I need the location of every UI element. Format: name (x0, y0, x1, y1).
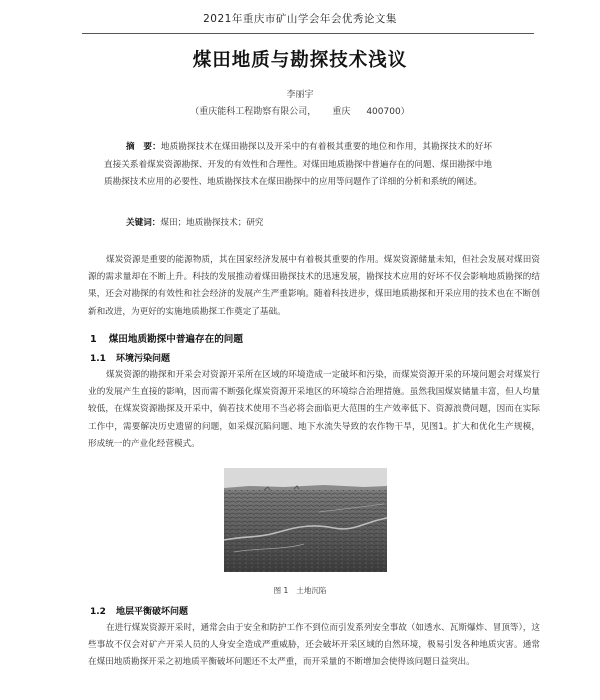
running-head: 2021年重庆市矿山学会年会优秀论文集 (203, 13, 397, 25)
subsection-title: 地层平衡破坏问题 (115, 607, 188, 617)
affiliation-city: 重庆 (332, 107, 351, 117)
section-number: 1 (90, 334, 97, 345)
figure-label: 图 1 (273, 586, 289, 595)
section-heading-1 (90, 331, 243, 345)
section-title: 煤田地质勘探中普遍存在的问题 (108, 334, 243, 345)
keywords (126, 216, 264, 228)
header-rule (82, 33, 534, 34)
figure-land-subsidence-photo (224, 468, 387, 572)
affiliation-org: （重庆能科工程勘察有限公司， (190, 107, 317, 117)
subsection-number: 1.1 (90, 354, 106, 364)
paper-title: 煤田地质与勘探技术浅议 (192, 50, 408, 71)
author-name: 李丽宇 (286, 90, 314, 100)
abstract-label: 摘 要： (126, 142, 161, 152)
sky-area (224, 468, 387, 488)
subsection-heading-1-2 (90, 604, 188, 617)
abstract (104, 139, 492, 192)
balance-paragraph: 在进行煤炭资源开采时，通常会由于安全和防护工作不到位而引发系列安全事故（如透水、瓦斯爆炸、冒顶等），这些事故不仅会对矿产开采人员的人身安全造成严重威胁，还会破坏开采区域的自然环境，极易引发各种地质灾害。通常在煤田地质勘探开采之初地质平衡破坏问题还不太严重，而开采量的不断增加会使得该问题日益突出。 (88, 623, 540, 668)
affiliation-postcode: 400700） (366, 107, 410, 117)
subsection-title: 环境污染问题 (115, 354, 170, 364)
keywords-text: 煤田；地质勘探技术；研究 (160, 218, 264, 228)
subsection-heading-1-1 (90, 351, 170, 364)
figure-caption (0, 585, 600, 596)
environment-paragraph: 煤炭资源的勘探和开采会对资源开采所在区域的环境造成一定破坏和污染，而煤炭资源开采的环境问题会对煤炭行业的发展产生直接的影响，因而需不断强化煤炭资源开采地区的环境综合治理措施。虽然我国煤炭储量丰富，但人均量较低，在煤炭资源勘探及开采中，倘若技术使用不当必将会面临更大范围的生产效率低下、资源浪费问题，因而在实际工作中，需要解决历史遗留的问题，如采煤沉陷问题、地下水流失导致的农作物干旱，见图1。扩大和优化生产规模，形成统一的产业化经营模式。 (88, 370, 540, 449)
abstract-text: 地质勘探技术在煤田勘探以及开采中的有着极其重要的地位和作用，其勘探技术的好坏直接关系着煤炭资源勘探、开发的有效性和合理性。对煤田地质勘探中普遍存在的问题、煤田勘探中地质勘探技术应用的必要性、地质勘探技术在煤田勘探中的应用等问题作了详细的分析和系统的阐述。 (104, 142, 492, 187)
keywords-label: 关键词： (126, 218, 161, 228)
subsection-number: 1.2 (90, 607, 106, 617)
subsidence-photo-illustration (224, 468, 387, 572)
intro-paragraph: 煤炭资源是重要的能源物质，其在国家经济发展中有着极其重要的作用。煤炭资源储量未知，但社会发展对煤田资源的需求量却在不断上升。科技的发展推动着煤田勘探技术的迅速发展，勘探技术应用的好坏不仅会影响地质勘探的结果，还会对勘探的有效性和社会经济的发展产生严重影响。随着科技进步，煤田地质勘探和开采应用的技术也在不断创新和改进，为更好的实施地质勘探工作奠定了基础。 (88, 255, 540, 317)
author-affiliation (0, 104, 600, 117)
figure-caption-text: 土地沉陷 (296, 586, 327, 595)
